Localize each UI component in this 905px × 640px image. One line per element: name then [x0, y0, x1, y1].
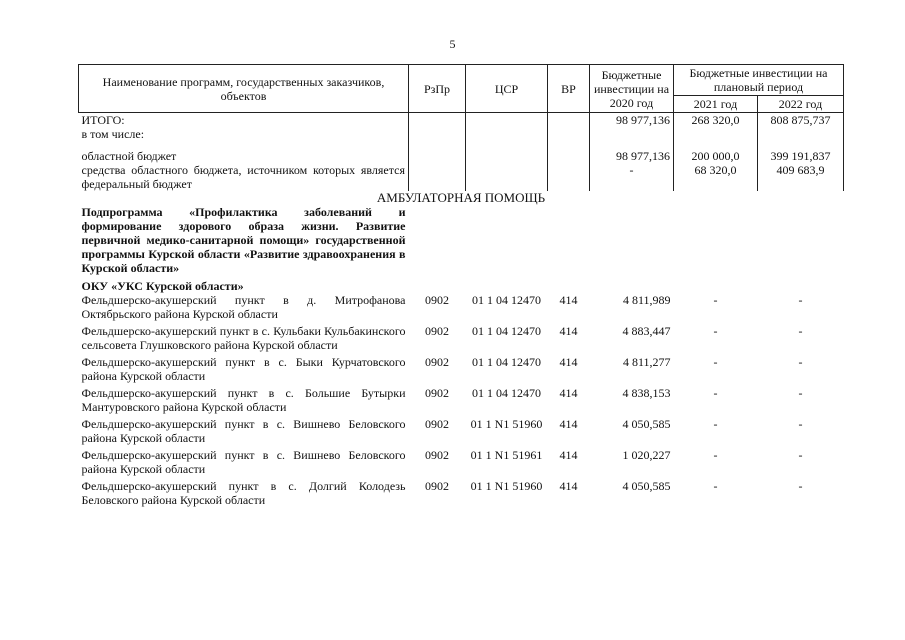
object-name: Фельдшерско-акушерский пункт в д. Митрофанова Октябрьского района Курской области	[81, 293, 406, 321]
federal-funds-2022: 409 683,9	[758, 163, 844, 191]
regional-budget-2021: 200 000,0	[674, 149, 758, 163]
object-2020: 4 883,447	[622, 324, 671, 338]
table-row	[79, 479, 844, 510]
object-rzpr: 0902	[425, 417, 449, 431]
object-rzpr: 0902	[425, 386, 449, 400]
header-year-2022: 2022 год	[758, 96, 844, 113]
object-rzpr: 0902	[425, 293, 449, 307]
object-2021: -	[713, 293, 718, 307]
object-rzpr: 0902	[425, 479, 449, 493]
object-2021: -	[713, 355, 718, 369]
object-2020: 4 838,153	[622, 386, 671, 400]
object-2020: 4 050,585	[622, 417, 671, 431]
regional-budget-label: областной бюджет	[81, 149, 177, 163]
object-vr: 414	[559, 293, 578, 307]
object-rzpr: 0902	[425, 355, 449, 369]
object-csr: 01 1 04 12470	[472, 324, 541, 338]
object-vr: 414	[559, 479, 578, 493]
table-row	[79, 293, 844, 324]
including-row	[79, 127, 844, 141]
object-name: Фельдшерско-акушерский пункт в с. Вишнево Беловского района Курской области	[81, 417, 406, 445]
federal-funds-row	[79, 163, 844, 191]
header-year-2021: 2021 год	[674, 96, 758, 113]
table-row	[79, 355, 844, 386]
header-budget-2020: Бюджетные инвестиции на 2020 год	[590, 65, 674, 113]
object-vr: 414	[559, 448, 578, 462]
object-csr: 01 1 N1 51960	[470, 417, 543, 431]
table-row	[79, 324, 844, 355]
header-csr: ЦСР	[466, 65, 548, 113]
object-2021: -	[713, 386, 718, 400]
object-2020: 4 050,585	[622, 479, 671, 493]
customer-name: ОКУ «УКС Курской области»	[81, 279, 244, 293]
object-vr: 414	[559, 417, 578, 431]
regional-budget-2022: 399 191,837	[758, 149, 844, 163]
regional-budget-row	[79, 149, 844, 163]
budget-investments-table	[78, 64, 844, 510]
federal-funds-2020: -	[590, 163, 674, 191]
object-2022: -	[798, 417, 803, 431]
header-vr: ВР	[548, 65, 590, 113]
object-vr: 414	[559, 324, 578, 338]
object-2022: -	[798, 479, 803, 493]
table-row	[79, 417, 844, 448]
object-csr: 01 1 N1 51961	[470, 448, 543, 462]
object-rows	[79, 293, 844, 510]
object-csr: 01 1 N1 51960	[470, 479, 543, 493]
object-2022: -	[798, 355, 803, 369]
object-vr: 414	[559, 355, 578, 369]
object-2022: -	[798, 448, 803, 462]
object-2021: -	[713, 417, 718, 431]
object-2021: -	[713, 479, 718, 493]
including-label: в том числе:	[81, 127, 145, 141]
federal-funds-label: средства областного бюджета, источником которых является федеральный бюджет	[81, 163, 405, 191]
totals-2020: 98 977,136	[590, 113, 674, 128]
object-2022: -	[798, 386, 803, 400]
object-2020: 4 811,277	[622, 355, 671, 369]
object-csr: 01 1 04 12470	[472, 386, 541, 400]
object-2022: -	[798, 324, 803, 338]
object-name: Фельдшерско-акушерский пункт в с. Вишнево Беловского района Курской области	[81, 448, 406, 476]
object-name: Фельдшерско-акушерский пункт в с. Долгий Колодезь Беловского района Курской области	[81, 479, 406, 507]
header-planning-period: Бюджетные инвестиции на плановый период	[674, 65, 844, 96]
object-rzpr: 0902	[425, 324, 449, 338]
federal-funds-2021: 68 320,0	[674, 163, 758, 191]
table-row	[79, 386, 844, 417]
object-name: Фельдшерско-акушерский пункт в с. Большие Бутырки Мантуровского района Курской области	[81, 386, 406, 414]
object-2021: -	[713, 324, 718, 338]
totals-label: ИТОГО:	[81, 113, 125, 127]
object-2020: 1 020,227	[622, 448, 671, 462]
section-title: АМБУЛАТОРНАЯ ПОМОЩЬ	[376, 190, 546, 205]
header-rzpr: РзПр	[409, 65, 466, 113]
object-csr: 01 1 04 12470	[472, 293, 541, 307]
header-name: Наименование программ, государственных заказчиков, объектов	[79, 65, 409, 113]
object-name: Фельдшерско-акушерский пункт в с. Быки Курчатовского района Курской области	[81, 355, 406, 383]
object-name: Фельдшерско-акушерский пункт в с. Кульбаки Кульбакинского сельсовета Глушковского района Курской области	[81, 324, 406, 352]
totals-2021: 268 320,0	[674, 113, 758, 128]
totals-2022: 808 875,737	[758, 113, 844, 128]
subprogram-title: Подпрограмма «Профилактика заболеваний и формирование здорового образа жизни. Развитие первичной медико-санитарной помощи» государственной программы Курской области «Развитие здравоохранения в Курской области»	[81, 205, 406, 275]
object-2020: 4 811,989	[622, 293, 671, 307]
table-row	[79, 448, 844, 479]
page-number: 5	[449, 37, 456, 51]
object-rzpr: 0902	[425, 448, 449, 462]
object-2021: -	[713, 448, 718, 462]
object-vr: 414	[559, 386, 578, 400]
object-csr: 01 1 04 12470	[472, 355, 541, 369]
regional-budget-2020: 98 977,136	[590, 149, 674, 163]
object-2022: -	[798, 293, 803, 307]
totals-row	[79, 113, 844, 128]
